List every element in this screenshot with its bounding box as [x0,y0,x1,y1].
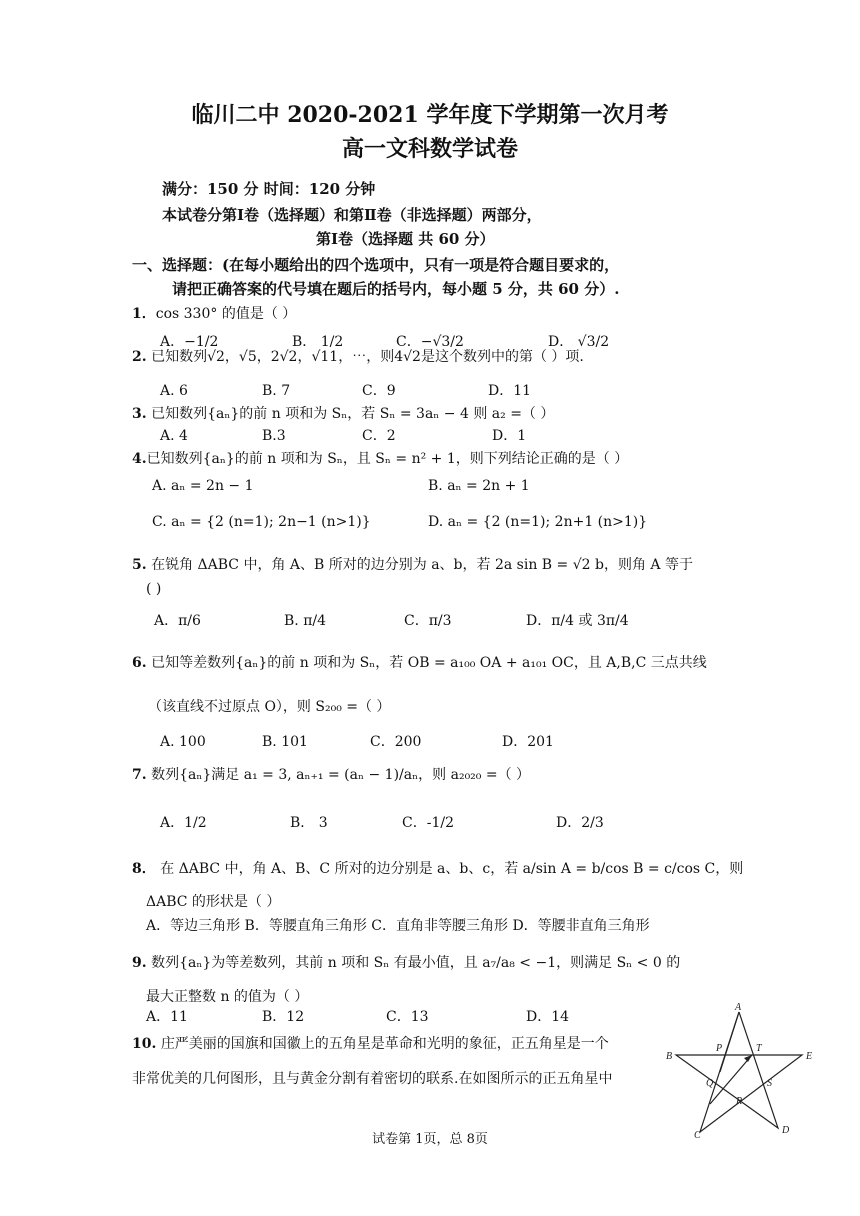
q1-option-b: B． 1/2 [292,334,344,350]
question-number: 8． [132,861,156,877]
exam-title: 临川二中 2020-2021 学年度下学期第一次月考 [191,102,669,128]
question-stem: 已知数列√2，√5，2√2，√11，⋯，则4√2是这个数列中的第（ ）项. [151,349,584,365]
q7-option-b: B． 3 [290,815,328,831]
question-3 [132,405,554,423]
q3-option-b: B.3 [262,428,286,444]
q5-option-b: B. π/4 [284,613,327,629]
q1-option-a: A．−1/2 [160,334,219,350]
q1-option-c: C．−√3/2 [396,334,464,350]
segment-ar [720,1012,739,1072]
question-stem: 在 ΔABC 中，角 A、B、C 所对的边分别是 a、b、c，若 a/sin A = b/cos B = c/cos C，则 [160,861,744,877]
question-7 [132,766,530,784]
q3-option-a: A. 4 [160,428,188,444]
label-r: R [736,1096,743,1107]
label-s: S [767,1078,772,1089]
q2-option-b: B. 7 [262,383,291,399]
question-number: 1． [132,306,156,322]
question-stem: cos 330° 的值是（ ） [155,306,297,322]
pentagram-outline [676,1012,802,1132]
part1-heading: 第Ⅰ卷（选择题 共 60 分） [316,230,495,248]
question-6-line2: （该直线不过原点 O），则 S₂₀₀ =（ ） [148,699,391,715]
q2-option-c: C．9 [362,383,396,399]
exam-structure: 本试卷分第Ⅰ卷（选择题）和第Ⅱ卷（非选择题）两部分， [162,206,542,224]
exam-subtitle: 高一文科数学试卷 [341,136,518,162]
question-number: 5. [132,557,147,573]
question-9-line2: 最大正整数 n 的值为（ ） [146,989,309,1005]
question-number: 4. [132,451,147,467]
pentagram-figure [660,1000,830,1140]
label-e: E [806,1051,813,1062]
exam-meta: 满分：150 分 时间：120 分钟 [162,180,376,198]
q8-options: A．等边三角形 B．等腰直角三角形 C．直角非等腰三角形 D．等腰非直角三角形 [146,918,650,934]
section-instructions-2: 请把正确答案的代号填在题后的括号内，每小题 5 分，共 60 分）. [172,280,620,298]
q4-option-a: A. aₙ = 2n − 1 [152,478,254,494]
label-p: P [716,1043,723,1054]
question-10 [132,1035,609,1053]
section-instructions-1: 一、选择题：(在每小题给出的四个选项中，只有一项是符合题目要求的， [132,256,620,274]
q9-option-a: A．11 [146,1009,188,1025]
question-5 [132,556,693,574]
question-stem: 庄严美丽的国旗和国徽上的五角星是革命和光明的象征，正五角星是一个 [160,1036,609,1052]
question-10-line2: 非常优美的几何图形，且与黄金分割有着密切的联系.在如图所示的正五角星中 [132,1071,613,1087]
q9-option-d: D．14 [526,1009,570,1025]
question-number: 10. [132,1036,157,1052]
question-5-bracket: ( ) [146,581,162,597]
page-footer: 试卷第 1页，总 8页 [372,1132,488,1147]
label-d: D [782,1125,790,1136]
q3-option-c: C．2 [362,428,396,444]
label-b: B [666,1051,673,1062]
q7-option-c: C．-1/2 [402,815,454,831]
question-4 [132,450,628,468]
q6-option-a: A. 100 [160,734,206,750]
question-stem: 已知数列{aₙ}的前 n 项和为 Sₙ，若 Sₙ = 3aₙ − 4 则 a₂ =（ ） [151,406,555,422]
question-stem: 已知数列{aₙ}的前 n 项和为 Sₙ，且 Sₙ = n² + 1，则下列结论正确的是（ ） [146,451,629,467]
q2-option-d: D．11 [488,383,532,399]
label-t: T [756,1043,762,1054]
question-number: 3. [132,406,147,422]
q5-option-c: C．π/3 [404,613,452,629]
question-8-line2: ΔABC 的形状是（ ） [146,894,281,910]
q9-option-b: B．12 [262,1009,305,1025]
arrow-head-icon [744,1055,752,1062]
question-9 [132,954,680,972]
q7-option-d: D．2/3 [556,815,604,831]
question-stem: 数列{aₙ}为等差数列，其前 n 项和 Sₙ 有最小值，且 a₇/a₈ < −1，则满足 Sₙ < 0 的 [151,955,681,971]
question-number: 2. [132,349,147,365]
question-stem: 在锐角 ΔABC 中，角 A、B 所对的边分别为 a、b，若 2a sin B = √2 b，则角 A 等于 [151,557,693,573]
question-2 [132,348,584,366]
q9-option-c: C．13 [386,1009,429,1025]
q7-option-a: A．1/2 [160,815,207,831]
question-8 [132,860,743,878]
label-q: Q [706,1078,714,1089]
q5-option-d: D．π/4 或 3π/4 [526,613,629,629]
q2-option-a: A. 6 [160,383,188,399]
q6-option-d: D．201 [502,734,554,750]
label-c: C [694,1130,701,1140]
q4-option-b: B. aₙ = 2n + 1 [428,478,530,494]
q6-option-b: B. 101 [262,734,308,750]
question-stem: 已知等差数列{aₙ}的前 n 项和为 Sₙ，若 OB = a₁₀₀ OA + a₁₀₁ OC，且 A,B,C 三点共线 [151,655,707,671]
question-6 [132,654,707,672]
question-number: 9. [132,955,147,971]
label-a: A [735,1002,742,1013]
q6-option-c: C．200 [370,734,422,750]
question-1 [132,305,296,323]
q5-option-a: A．π/6 [154,613,201,629]
vector-arrow [710,1055,752,1104]
q4-option-c: C. aₙ = {2 (n=1); 2n−1 (n>1)} [152,514,371,530]
q4-option-d: D. aₙ = {2 (n=1); 2n+1 (n>1)} [428,514,648,530]
q1-option-d: D． √3/2 [548,334,610,350]
q3-option-d: D．1 [492,428,527,444]
question-number: 6. [132,655,147,671]
question-stem: 数列{aₙ}满足 a₁ = 3, aₙ₊₁ = (aₙ − 1)/aₙ，则 a₂₀₂₀ =（ ） [151,767,531,783]
question-number: 7. [132,767,147,783]
